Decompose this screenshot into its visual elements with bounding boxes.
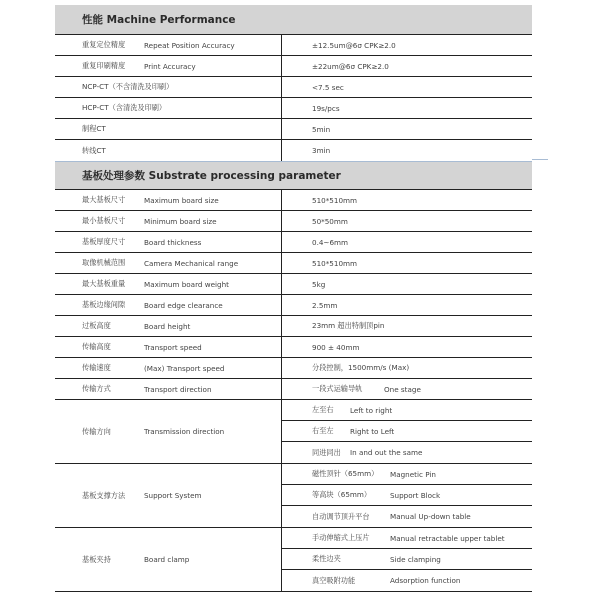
param-zh: 取像机械范围: [82, 258, 126, 267]
option-en: Manual retractable upper tablet: [390, 533, 505, 543]
param-zh: 最大基板尺寸: [82, 195, 126, 204]
option-en: Manual Up-down table: [390, 512, 471, 521]
param-zh: 重复印刷精度: [82, 61, 126, 70]
param-zh: 传输速度: [82, 363, 111, 372]
param-value: 5min: [312, 124, 331, 134]
param-zh: 传输方式: [82, 384, 111, 393]
param-value: 50*50mm: [312, 216, 348, 226]
param-en: Transmission direction: [144, 427, 225, 436]
option-row: [282, 442, 532, 463]
table-group-board-clamp: [55, 528, 532, 592]
param-value: 2.5mm: [312, 300, 338, 310]
param-value: 5kg: [312, 279, 326, 289]
option-zh: 同进同出: [312, 447, 341, 457]
table-row: [55, 119, 532, 140]
table-row: [55, 140, 532, 161]
option-zh: 等高块（65mm）: [312, 490, 372, 499]
option-en: Support Block: [390, 490, 441, 500]
option-row: [282, 528, 532, 549]
param-zh: 最小基板尺寸: [82, 216, 126, 225]
option-en: Left to right: [350, 405, 393, 415]
param-value: ±22um@6σ CPK≥2.0: [312, 61, 389, 71]
param-zh: 基板边缘间隙: [82, 300, 126, 309]
param-zh: 最大基板重量: [82, 279, 126, 288]
param-en: Maximum board weight: [144, 279, 229, 289]
table-group-support-system: [55, 464, 532, 528]
option-zh: 磁性顶针（65mm）: [312, 469, 379, 478]
table-row: [55, 190, 532, 211]
param-zh: 基板厚度尺寸: [82, 237, 126, 246]
param-label: 制程CT: [82, 124, 106, 133]
param-en: Transport speed: [144, 342, 202, 352]
param-label: 转线CT: [82, 145, 106, 155]
option-row: [282, 570, 532, 591]
section-title: 性能 Machine Performance: [82, 14, 236, 26]
param-en: Board clamp: [144, 555, 190, 564]
param-value-zh: 一段式运输导轨: [312, 384, 363, 393]
param-value: 19s/pcs: [312, 103, 340, 113]
param-value: <7.5 sec: [312, 82, 344, 92]
option-en: Side clamping: [390, 554, 441, 564]
option-zh: 柔性边夹: [312, 554, 341, 563]
option-en: In and out the same: [350, 448, 423, 457]
option-en: Magnetic Pin: [390, 469, 436, 479]
param-value: 23mm 超出特制顶pin: [312, 321, 385, 330]
table-row: [55, 77, 532, 98]
section-header-machine-performance: [55, 5, 532, 35]
table-row: [55, 253, 532, 274]
param-zh: 过板高度: [82, 321, 111, 330]
table-row: [55, 56, 532, 77]
param-en: Minimum board size: [144, 216, 217, 226]
param-value: ±12.5um@6σ CPK≥2.0: [312, 40, 396, 50]
param-en: Board height: [144, 321, 191, 331]
param-zh: 基板支撑方法: [82, 490, 126, 500]
param-value: 3min: [312, 146, 331, 155]
param-en: Board thickness: [144, 237, 202, 247]
table-group-transmission-direction: [55, 400, 532, 464]
option-zh: 左至右: [312, 405, 334, 414]
param-label: HCP-CT（含清洗及印刷）: [82, 103, 167, 112]
spec-sheet: [55, 5, 532, 592]
section-header-substrate-processing: [55, 161, 532, 190]
param-en: Support System: [144, 491, 202, 500]
table-row: [55, 98, 532, 119]
param-value: 900 ± 40mm: [312, 342, 360, 352]
param-en: Print Accuracy: [144, 61, 196, 71]
table-row: [55, 211, 532, 232]
table-row: [55, 295, 532, 316]
option-en: Right to Left: [350, 426, 395, 436]
option-zh: 自动调节顶升平台: [312, 511, 370, 521]
option-row: [282, 421, 532, 442]
option-row: [282, 506, 532, 527]
section-divider-line: [532, 159, 548, 160]
param-en: Transport direction: [144, 384, 212, 394]
table-row: [55, 379, 532, 400]
option-zh: 真空吸附功能: [312, 575, 356, 585]
param-value-en: One stage: [384, 384, 421, 394]
param-en: Board edge clearance: [144, 300, 223, 310]
param-zh: 传输方向: [82, 426, 111, 436]
option-zh: 手动伸缩式上压片: [312, 533, 370, 542]
option-row: [282, 485, 532, 506]
param-en: (Max) Transport speed: [144, 363, 225, 373]
param-zh: 重复定位精度: [82, 40, 126, 49]
table-row: [55, 232, 532, 253]
param-en: Maximum board size: [144, 195, 219, 205]
param-value: 0.4~6mm: [312, 237, 349, 247]
option-row: [282, 464, 532, 485]
table-row: [55, 316, 532, 337]
table-row: [55, 358, 532, 379]
option-zh: 右至左: [312, 426, 334, 435]
param-value: 510*510mm: [312, 258, 358, 268]
option-en: Adsorption function: [390, 576, 461, 585]
table-row: [55, 274, 532, 295]
param-en: Camera Mechanical range: [144, 258, 239, 268]
param-zh: 传输高度: [82, 342, 111, 351]
param-value: 分段控制，1500mm/s (Max): [312, 363, 410, 372]
option-row: [282, 400, 532, 421]
option-row: [282, 549, 532, 570]
param-value: 510*510mm: [312, 195, 358, 205]
section-title: 基板处理参数 Substrate processing parameter: [82, 170, 341, 182]
param-label: NCP-CT（不含清洗及印刷）: [82, 82, 174, 91]
param-zh: 基板夹持: [82, 554, 111, 564]
param-en: Repeat Position Accuracy: [144, 40, 235, 50]
table-row: [55, 35, 532, 56]
table-row: [55, 337, 532, 358]
